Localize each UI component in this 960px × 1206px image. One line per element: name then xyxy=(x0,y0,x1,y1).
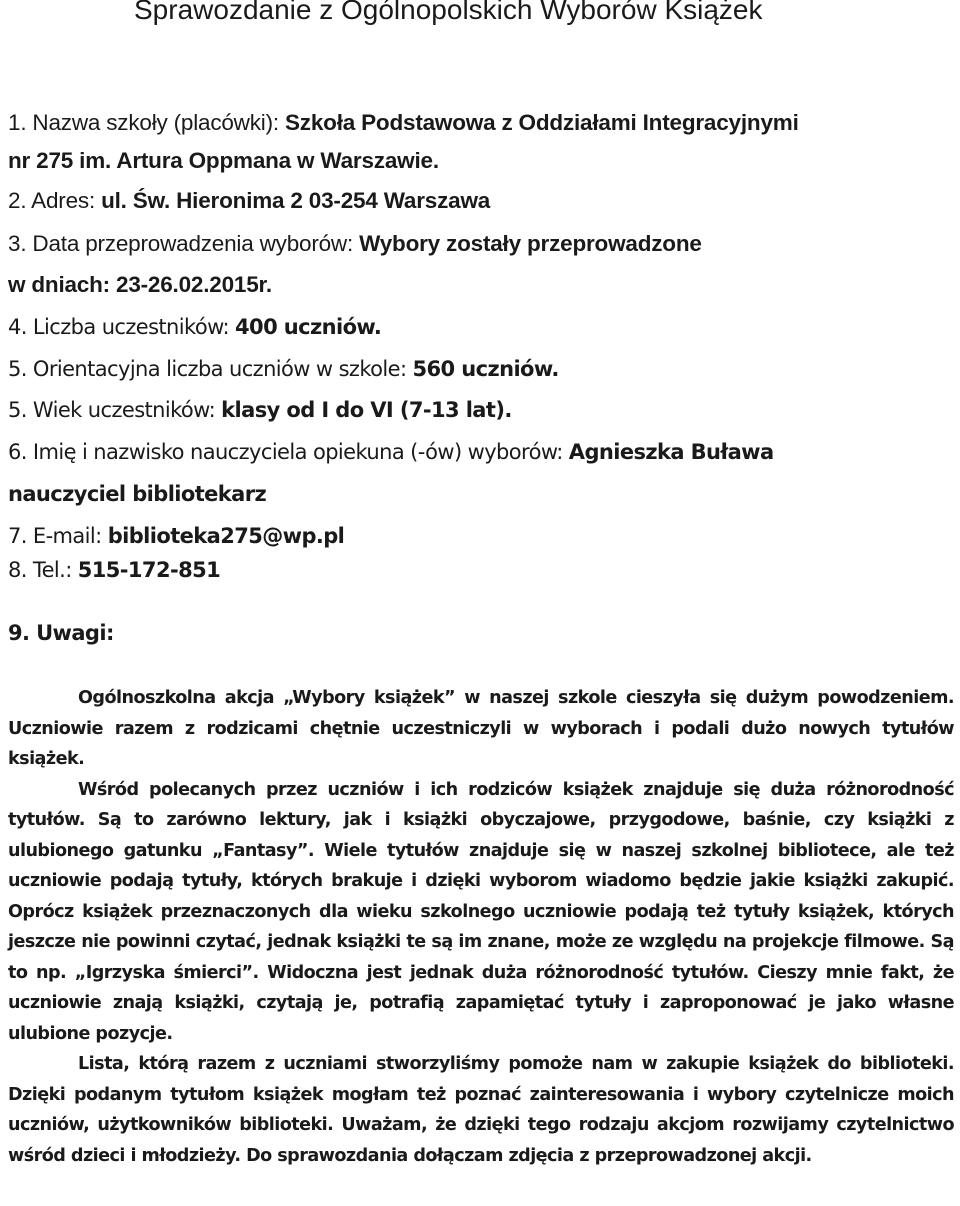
phone-value: 515-172-851 xyxy=(77,558,221,582)
teacher-line-1 xyxy=(8,437,774,467)
document-title: Sprawozdanie z Ogólnopolskich Wyborów Książek xyxy=(134,0,763,25)
school-name-line-1 xyxy=(8,108,799,138)
notes-paragraph-3: Lista, którą razem z uczniami stworzyliśmy pomoże nam w zakupie książek do biblioteki. Dzięki podanym tytułom książek mogłam też poznać zainteresowania i wybory czytelnicze moich uczniów, użytkowników biblioteki. Uważam, że dzięki tego rodzaju akcjom rozwijamy czytelnictwo wśród dzieci i młodzieży. Do sprawozdania dołączam zdjęcia z przeprowadzonej akcji. xyxy=(8,1054,954,1166)
age-label: 5. Wiek uczestników: xyxy=(8,398,222,422)
teacher-line-2 xyxy=(8,479,266,509)
address-label: 2. Adres: xyxy=(8,188,102,213)
school-name-label: 1. Nazwa szkoły (placówki): xyxy=(8,110,285,135)
teacher-label: 6. Imię i nazwisko nauczyciela opiekuna (-ów) wyborów: xyxy=(8,440,569,464)
students-label: 5. Orientacyjna liczba uczniów w szkole: xyxy=(8,357,413,381)
notes-label: 9. Uwagi: xyxy=(8,621,114,645)
school-name-line-2 xyxy=(8,146,439,176)
date-line-1 xyxy=(8,229,702,259)
date-line-2 xyxy=(8,270,272,300)
participants-line xyxy=(8,312,381,342)
teacher-value-cont: nauczyciel bibliotekarz xyxy=(8,482,267,506)
email-label: 7. E-mail: xyxy=(8,524,108,548)
notes-paragraph-1: Ogólnoszkolna akcja „Wybory książek” w naszej szkole cieszyła się dużym powodzeniem. Uczniowie razem z rodzicami chętnie uczestniczyli w wyborach i podali dużo nowych tytułów książek. xyxy=(8,688,954,769)
school-name-value-cont: nr 275 im. Artura Oppmana w Warszawie. xyxy=(8,148,439,173)
address-value: ul. Św. Hieronima 2 03-254 Warszawa xyxy=(101,188,491,213)
date-label: 3. Data przeprowadzenia wyborów: xyxy=(8,231,360,256)
phone-line xyxy=(8,555,220,585)
notes-body xyxy=(8,683,954,1171)
students-value: 560 uczniów. xyxy=(412,357,559,381)
date-value-cont: w dniach: 23-26.02.2015r. xyxy=(8,272,272,297)
participants-label: 4. Liczba uczestników: xyxy=(8,315,236,339)
students-line xyxy=(8,354,559,384)
participants-value: 400 uczniów. xyxy=(235,315,382,339)
notes-line xyxy=(8,618,114,648)
school-name-value: Szkoła Podstawowa z Oddziałami Integracyjnymi xyxy=(284,110,799,135)
email-line xyxy=(8,521,344,551)
email-value: biblioteka275@wp.pl xyxy=(107,524,345,548)
age-value: klasy od I do VI (7-13 lat). xyxy=(221,398,512,422)
teacher-value: Agnieszka Buława xyxy=(568,440,774,464)
phone-label: 8. Tel.: xyxy=(8,558,78,582)
date-value: Wybory zostały przeprowadzone xyxy=(359,231,702,256)
age-line xyxy=(8,395,512,425)
notes-paragraph-2: Wśród polecanych przez uczniów i ich rodziców książek znajduje się duża różnorodność tytułów. Są to zarówno lektury, jak i książki obyczajowe, przygodowe, baśnie, czy książki z ulubionego gatunku „Fantasy”. Wiele tytułów znajduje się w naszej szkolnej bibliotece, ale też uczniowie podają tytuły, których brakuje i dzięki wyborom wiadomo będzie jakie książki zakupić. Oprócz książek przeznaczonych dla wieku szkolnego uczniowie podają też tytuły książek, których jeszcze nie powinni czytać, jednak książki te są im znane, może ze względu na projekcje filmowe. Są to np. „Igrzyska śmierci”. Widoczna jest jednak duża różnorodność tytułów. Cieszy mnie fakt, że uczniowie znają książki, czytają je, potrafią zapamiętać tytuły i zaproponować je jako własne ulubione pozycje. xyxy=(8,779,954,1044)
address-line xyxy=(8,186,490,216)
